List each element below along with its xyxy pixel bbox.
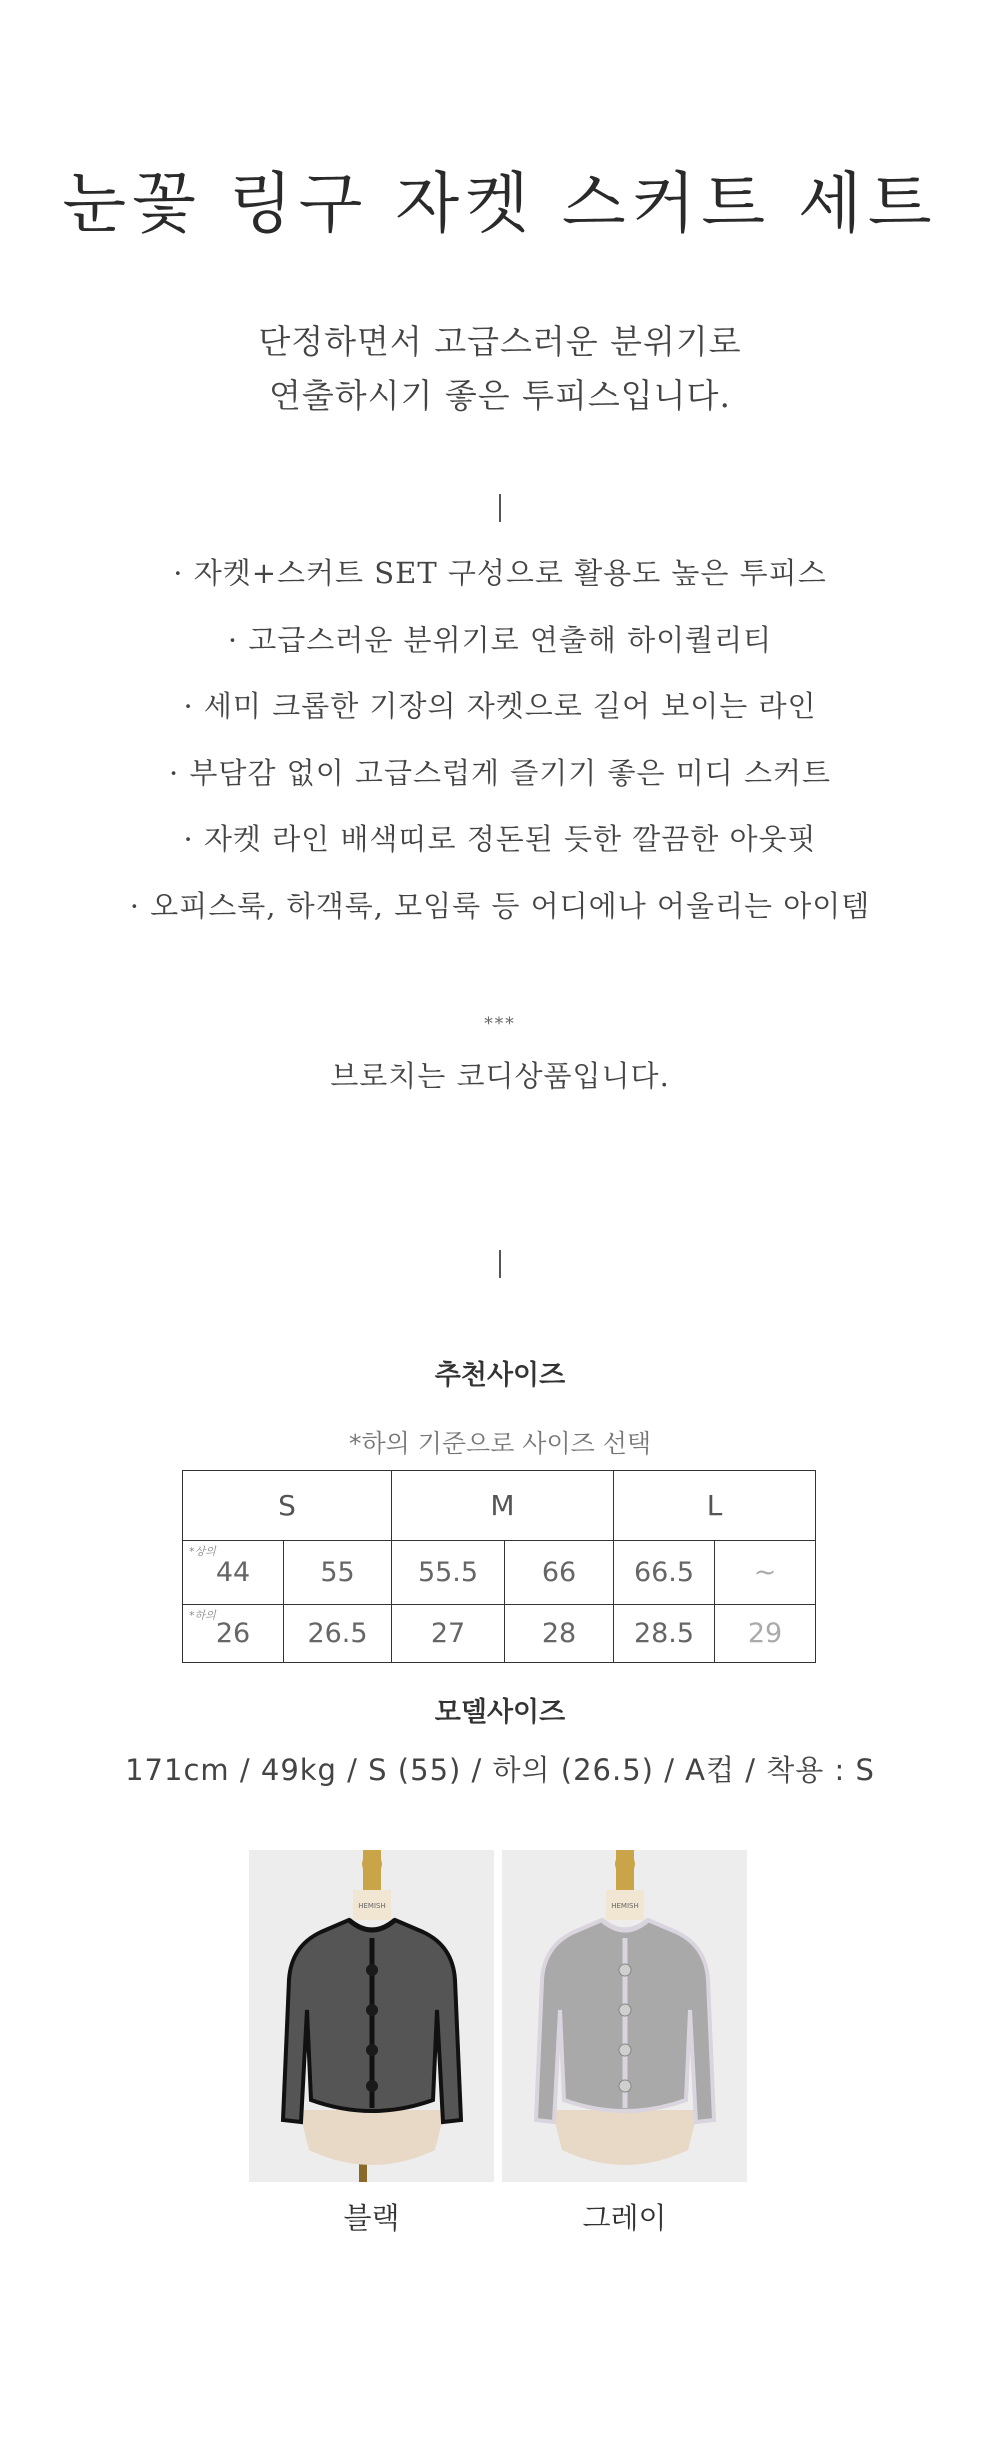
feature-list: [0, 540, 1000, 939]
color-label-black: 블랙: [343, 2201, 400, 2235]
intro-line-2: 연출하시기 좋은 투피스입니다.: [269, 376, 731, 415]
top-tag: *상의: [189, 1545, 216, 1558]
color-label-gray: 그레이: [582, 2201, 667, 2235]
bottom-size-cell: 28: [505, 1605, 614, 1663]
bottom-size-row: [183, 1605, 816, 1663]
bottom-size-cell: 28.5: [614, 1605, 715, 1663]
product-title: 눈꽃 링구 자켓 스커트 세트: [62, 165, 938, 242]
model-size-title: 모델사이즈: [434, 1697, 566, 1728]
size-header-s: S: [183, 1471, 392, 1541]
product-intro: [0, 315, 1000, 423]
bottom-size-cell: *하의 26: [183, 1605, 284, 1663]
feature-item: · 오피스룩, 하객룩, 모임룩 등 어디에나 어울리는 아이템: [129, 888, 871, 923]
top-size-cell: *상의 44: [183, 1541, 284, 1605]
divider-line-1: [499, 494, 501, 522]
bottom-tag: *하의: [189, 1609, 216, 1622]
feature-item: · 자켓 라인 배색띠로 정돈된 듯한 깔끔한 아웃핏: [183, 822, 817, 856]
jacket-black-illustration: [249, 1850, 494, 2182]
feature-item: · 고급스러운 분위기로 연출해 하이퀄리티: [227, 622, 773, 657]
top-size-cell: 55: [284, 1541, 392, 1605]
feature-item: · 세미 크롭한 기장의 자켓으로 길어 보이는 라인: [183, 689, 817, 723]
size-table: [182, 1470, 816, 1663]
model-size-info: 171cm / 49kg / S (55) / 하의 (26.5) / A컵 / 착용 : S: [125, 1753, 875, 1787]
size-header-m: M: [392, 1471, 614, 1541]
bottom-size-cell: 27: [392, 1605, 505, 1663]
product-photo-gray: [502, 1850, 747, 2182]
top-size-cell: 66: [505, 1541, 614, 1605]
jacket-gray-illustration: [502, 1850, 747, 2182]
brooch-note: 브로치는 코디상품입니다.: [330, 1059, 670, 1093]
top-size-cell: ~: [715, 1541, 816, 1605]
stars-divider: ***: [484, 1014, 516, 1034]
feature-item: · 부담감 없이 고급스럽게 즐기기 좋은 미디 스커트: [168, 755, 832, 790]
intro-line-1: 단정하면서 고급스러운 분위기로: [258, 322, 742, 361]
size-guide-note: *하의 기준으로 사이즈 선택: [349, 1429, 651, 1458]
size-header-l: L: [614, 1471, 816, 1541]
top-size-row: [183, 1541, 816, 1605]
feature-item: · 자켓+스커트 SET 구성으로 활용도 높은 투피스: [173, 556, 827, 590]
top-size-cell: 66.5: [614, 1541, 715, 1605]
bottom-size-cell: 29: [715, 1605, 816, 1663]
svg-text:HEMISH: HEMISH: [358, 1902, 386, 1910]
svg-text:HEMISH: HEMISH: [611, 1902, 639, 1910]
top-size-cell: 55.5: [392, 1541, 505, 1605]
product-photo-black: [249, 1850, 494, 2182]
size-guide-title: 추천사이즈: [434, 1360, 566, 1391]
size-header-row: [183, 1471, 816, 1541]
bottom-size-cell: 26.5: [284, 1605, 392, 1663]
divider-line-2: [499, 1250, 501, 1278]
